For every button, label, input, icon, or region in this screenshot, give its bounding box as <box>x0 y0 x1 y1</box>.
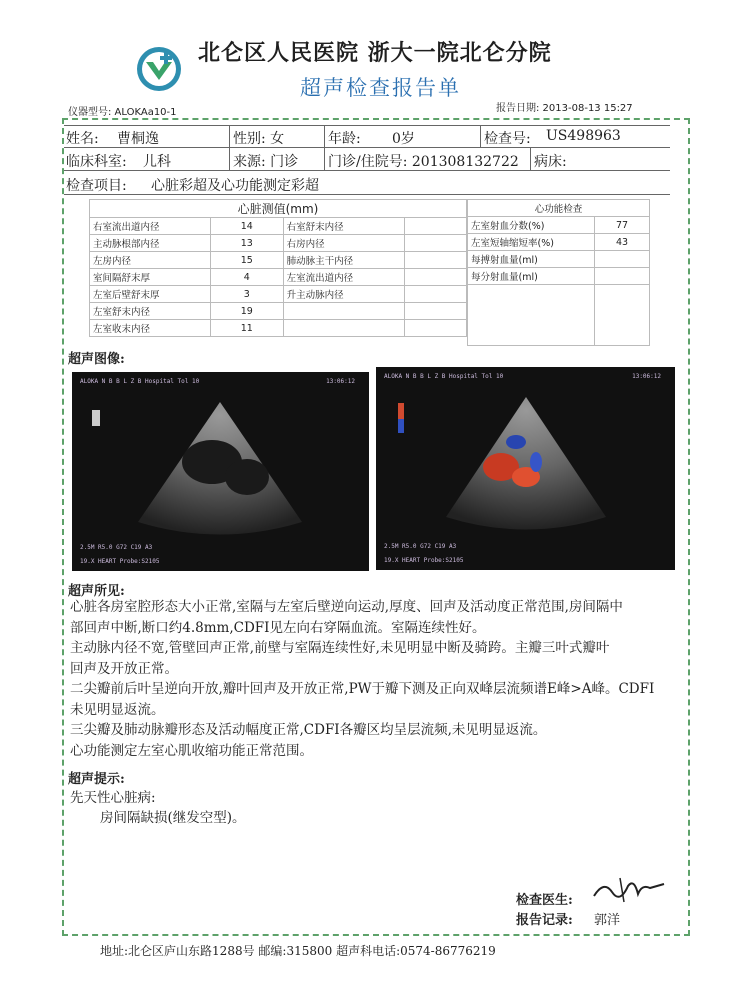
recorder-label: 报告记录: <box>516 913 573 928</box>
cardiac-function-label: 左室短轴缩短率(%) <box>468 234 595 251</box>
measurement-value <box>404 235 466 252</box>
impression-label: 超声提示: <box>68 772 125 787</box>
measurement-row <box>90 269 467 286</box>
measurement-label: 主动脉根部内径 <box>90 235 211 252</box>
ultrasound-image-2 <box>376 367 675 570</box>
exam-item: 心脏彩超及心功能测定彩超 <box>151 178 319 194</box>
ultrasound-image-1 <box>72 372 369 571</box>
cardiac-function-row <box>468 268 650 285</box>
hospital-logo <box>136 46 182 92</box>
patient-name: 曹桐逸 <box>117 131 159 147</box>
visit-no: 门诊/住院号: 201308132722 <box>328 154 519 170</box>
findings-line: 主动脉内径不宽,管壁回声正常,前壁与室隔连续性好,未见明显中断及骑跨。主瓣三叶式瓣叶 <box>70 640 610 656</box>
cardiac-function-row <box>468 251 650 268</box>
measurement-table <box>89 199 467 337</box>
us2-time: 13:06:12 <box>632 373 661 380</box>
findings-line: 心功能测定左室心肌收缩功能正常范围。 <box>70 742 313 759</box>
findings-line: 部回声中断,断口约4.8mm,CDFI见左向右穿隔血流。室隔连续性好。 <box>70 619 486 636</box>
measurement-label: 右室舒末内径 <box>283 218 404 235</box>
measurement-row <box>90 286 467 303</box>
findings-line: 未见明显返流。 <box>70 701 165 718</box>
cardiac-function-table <box>467 199 650 346</box>
findings-text <box>70 597 670 761</box>
measurement-value <box>404 218 466 235</box>
measurement-label: 左室收末内径 <box>90 320 211 337</box>
measurement-value: 14 <box>211 218 284 235</box>
dept-label: 临床科室: <box>66 154 127 170</box>
measurement-value <box>404 303 466 320</box>
impression-line-1: 先天性心脏病: <box>70 790 156 806</box>
measurement-value <box>404 269 466 286</box>
recorder-name: 郭洋 <box>594 913 621 928</box>
measurement-row <box>90 252 467 269</box>
measurement-value: 4 <box>211 269 284 286</box>
footer-address: 地址:北仑区庐山东路1288号 邮编:315800 超声科电话:0574-86776219 <box>100 944 496 958</box>
measurement-label <box>283 320 404 337</box>
cardiac-function-value <box>595 268 650 285</box>
us2-scan <box>376 367 675 570</box>
bed-label: 病床: <box>534 154 567 170</box>
us2-probe: 19.X HEART Probe:S2105 <box>384 557 464 564</box>
measurement-label: 升主动脉内径 <box>283 286 404 303</box>
measurement-row <box>90 320 467 337</box>
impression-line-2: 房间隔缺损(继发空型)。 <box>100 810 246 826</box>
doctor-signature <box>590 874 668 904</box>
doctor-label: 检查医生: <box>516 893 573 908</box>
findings-label: 超声所见: <box>68 584 125 599</box>
us1-footer: 2.5M R5.0 G72 C19 A3 <box>80 544 153 551</box>
measurement-value <box>404 320 466 337</box>
cardiac-function-value: 77 <box>595 217 650 234</box>
measurement-value <box>404 252 466 269</box>
patient-age: 0岁 <box>392 131 415 147</box>
cardiac-function-label: 左室射血分数(%) <box>468 217 595 234</box>
patient-name-label: 姓名: <box>66 131 99 147</box>
patient-gender: 性别: 女 <box>233 131 285 147</box>
report-title: 超声检查报告单 <box>300 76 461 100</box>
measurement-row <box>90 218 467 235</box>
measurement-label <box>283 303 404 320</box>
measurement-row <box>90 303 467 320</box>
dept: 儿科 <box>143 154 171 170</box>
findings-line: 心脏各房室腔形态大小正常,室隔与左室后壁逆向运动,厚度、回声及活动度正常范围,房间隔中 <box>70 599 623 615</box>
device-model: 仪器型号: ALOKAa10-1 <box>68 107 177 118</box>
cardiac-function-value: 43 <box>595 234 650 251</box>
findings-line: 二尖瓣前后叶呈逆向开放,瓣叶回声及开放正常,PW于瓣下测及正向双峰层流频谱E峰>A峰。CDFI <box>70 681 655 697</box>
report-date: 报告日期: 2013-08-13 15:27 <box>496 103 633 114</box>
patient-age-label: 年龄: <box>328 131 361 147</box>
us1-time: 13:06:12 <box>326 378 355 385</box>
cardiac-function-label: 每分射血量(ml) <box>468 268 595 285</box>
exam-no: US498963 <box>546 128 621 144</box>
cardiac-function-row <box>468 234 650 251</box>
measurement-label: 右房内径 <box>283 235 404 252</box>
measurement-value <box>404 286 466 303</box>
measurement-label: 左室舒末内径 <box>90 303 211 320</box>
images-label: 超声图像: <box>68 352 125 367</box>
us1-probe: 19.X HEART Probe:S2105 <box>80 558 160 565</box>
hospital-name: 北仑区人民医院 浙大一院北仑分院 <box>198 40 552 66</box>
findings-line: 三尖瓣及肺动脉瓣形态及活动幅度正常,CDFI各瓣区均呈层流频,未见明显返流。 <box>70 722 547 738</box>
cardiac-function-row <box>468 217 650 234</box>
exam-item-label: 检查项目: <box>66 178 127 194</box>
measurement-label: 室间隔舒末厚 <box>90 269 211 286</box>
cardiac-function-value <box>595 251 650 268</box>
measurement-label: 右室流出道内径 <box>90 218 211 235</box>
measurement-value: 13 <box>211 235 284 252</box>
measurement-label: 肺动脉主干内径 <box>283 252 404 269</box>
us2-header: ALOKA N B B L Z B Hospital Tol 10 <box>384 373 504 380</box>
measurement-label: 左室流出道内径 <box>283 269 404 286</box>
us1-header: ALOKA N B B L Z B Hospital Tol 10 <box>80 378 200 385</box>
cardiac-function-title: 心功能检查 <box>468 200 650 217</box>
exam-no-label: 检查号: <box>484 131 531 147</box>
cardiac-function-label: 每搏射血量(ml) <box>468 251 595 268</box>
measurement-value: 19 <box>211 303 284 320</box>
source: 来源: 门诊 <box>233 154 299 170</box>
measurement-row <box>90 235 467 252</box>
measurement-value: 11 <box>211 320 284 337</box>
measurement-label: 左房内径 <box>90 252 211 269</box>
measurement-value: 3 <box>211 286 284 303</box>
measurement-value: 15 <box>211 252 284 269</box>
findings-line: 回声及开放正常。 <box>70 660 178 677</box>
us2-footer: 2.5M R5.0 G72 C19 A3 <box>384 543 457 550</box>
us1-scan <box>72 372 369 571</box>
measurement-label: 左室后壁舒末厚 <box>90 286 211 303</box>
measurement-title: 心脏测值(mm) <box>90 200 467 218</box>
